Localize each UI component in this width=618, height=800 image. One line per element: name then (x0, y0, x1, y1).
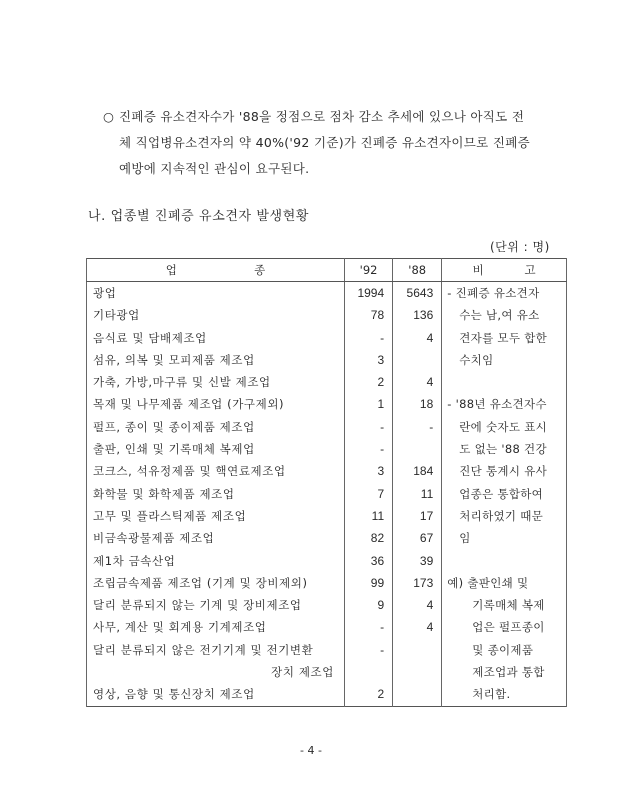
value-1992: 1 (377, 397, 385, 412)
remark-line: 수치임 (459, 352, 494, 367)
remark-line: 및 종이제품 (472, 642, 534, 657)
industry-cell: 음식료 및 담배제조업 (93, 330, 207, 345)
remark-line: 업은 펄프종이 (472, 620, 545, 635)
value-1988: 17 (419, 508, 434, 523)
section-title: 나. 업종별 진폐증 유소견자 발생현황 (88, 209, 310, 224)
remark-line: 처리하였기 때문 (459, 508, 544, 523)
remark-line: 견자를 모두 합한 (459, 330, 548, 345)
remarks-column (442, 282, 567, 707)
paragraph-line-3: 예방에 지속적인 관심이 요구된다. (119, 161, 310, 176)
remark-line: 업종은 통합하여 (459, 486, 544, 501)
intro-paragraph (105, 104, 605, 182)
industry-cell: 달리 분류되지 않은 전기기계 및 전기변환 (93, 642, 314, 657)
value-1988: 4 (426, 598, 434, 613)
remark-line: 제조업과 통합 (472, 665, 545, 680)
value-1988: 136 (413, 308, 434, 323)
value-1988: 67 (419, 531, 434, 546)
industry-column (87, 282, 345, 707)
remark-line: 수는 남,여 유소 (459, 308, 540, 323)
industry-cell: 고무 및 플라스틱제품 제조업 (93, 508, 247, 523)
value-1992: 2 (377, 687, 385, 702)
industry-cell: 달리 분류되지 않는 기계 및 장비제조업 (93, 598, 302, 613)
industry-cell: 목재 및 나무제품 제조업 (가구제외) (93, 397, 285, 412)
industry-cell: 화학물 및 화학제품 제조업 (93, 486, 235, 501)
value-1992: 2 (377, 375, 385, 390)
value-1992: - (380, 330, 385, 345)
industry-cell: 가축, 가방,마구류 및 신발 제조업 (93, 375, 271, 390)
industry-cell: 출판, 인쇄 및 기록매체 복제업 (93, 442, 255, 457)
value-1992: 9 (377, 598, 385, 613)
industry-cell: 기타광업 (93, 308, 140, 323)
remark-line: 예) 출판인쇄 및 (447, 575, 529, 590)
remark-line (442, 550, 566, 572)
table-body (87, 282, 567, 707)
value-1988: 4 (426, 375, 434, 390)
value-1992: 3 (377, 464, 385, 479)
value-1992: 82 (370, 531, 385, 546)
year-1992-column (344, 282, 392, 707)
paragraph-line-1: ○ 진폐증 유소견자수가 '88을 정점으로 점차 감소 추세에 있으나 아직도 전 (105, 104, 605, 130)
header-remarks: 비 고 (442, 259, 567, 282)
value-1992: - (380, 620, 385, 635)
value-1988-empty (393, 661, 441, 683)
unit-label: (단위 : 명) (490, 240, 550, 254)
industry-pneumoconiosis-table (86, 258, 567, 707)
remark-line: 란에 숫자도 표시 (459, 419, 548, 434)
industry-cell: 사무, 계산 및 회계용 기계제조업 (93, 620, 267, 635)
value-1992: 36 (370, 553, 385, 568)
remark-line: 임 (459, 531, 471, 546)
industry-cell: 광업 (93, 286, 117, 300)
page-number: - 4 - (300, 744, 322, 757)
year-1988-column (393, 282, 442, 707)
header-industry: 업 종 (87, 259, 345, 282)
remark-line (442, 371, 566, 393)
value-1988 (393, 639, 441, 661)
value-1988: 4 (426, 330, 434, 345)
remark-line: 도 없는 '88 건강 (459, 442, 547, 457)
value-1992-empty (345, 661, 392, 683)
value-1992: 3 (377, 352, 385, 367)
remark-line: 기록매체 복제 (472, 598, 545, 613)
value-1992: - (380, 419, 385, 434)
value-1992: 1994 (357, 286, 385, 300)
remark-line: 진단 통계시 유사 (459, 464, 548, 479)
value-1988: 18 (419, 397, 434, 412)
value-1992: 99 (370, 575, 385, 590)
value-1988 (393, 349, 441, 371)
value-1988 (393, 438, 441, 460)
header-1992: '92 (344, 259, 392, 282)
header-1988: '88 (393, 259, 442, 282)
value-1988: 5643 (406, 286, 434, 300)
remark-line: - '88년 유소견자수 (447, 397, 547, 412)
value-1988 (393, 683, 441, 705)
industry-cell-continued: 장치 제조업 (271, 665, 334, 680)
value-1992: 78 (370, 308, 385, 323)
value-1992: 11 (371, 508, 385, 523)
paragraph-line-2: 체 직업병유소견자의 약 40%('92 기준)가 진폐증 유소견자이므로 진폐증 (119, 135, 530, 150)
industry-cell: 코크스, 석유정제품 및 핵연료제조업 (93, 464, 286, 479)
remark-line: - 진폐증 유소견자 (447, 286, 540, 300)
industry-cell: 영상, 음향 및 통신장치 제조업 (93, 687, 255, 702)
industry-cell: 펄프, 종이 및 종이제품 제조업 (93, 419, 255, 434)
value-1988: 173 (413, 575, 434, 590)
industry-cell: 섬유, 의복 및 모피제품 제조업 (93, 352, 255, 367)
value-1988: 4 (426, 620, 434, 635)
industry-cell: 비금속광물제품 제조업 (93, 531, 215, 546)
industry-cell: 제1차 금속산업 (93, 553, 176, 568)
value-1992: 7 (377, 486, 385, 501)
value-1988: 39 (419, 553, 434, 568)
value-1992: - (380, 642, 385, 657)
value-1992: - (380, 442, 385, 457)
value-1988: 184 (413, 464, 434, 479)
value-1988: 11 (420, 486, 434, 501)
remark-line: 처리함. (472, 687, 511, 702)
table-header-row (87, 259, 567, 282)
bullet-icon: ○ (103, 109, 115, 124)
value-1988: - (429, 419, 434, 434)
industry-cell: 조립금속제품 제조업 (기계 및 장비제외) (93, 575, 308, 590)
